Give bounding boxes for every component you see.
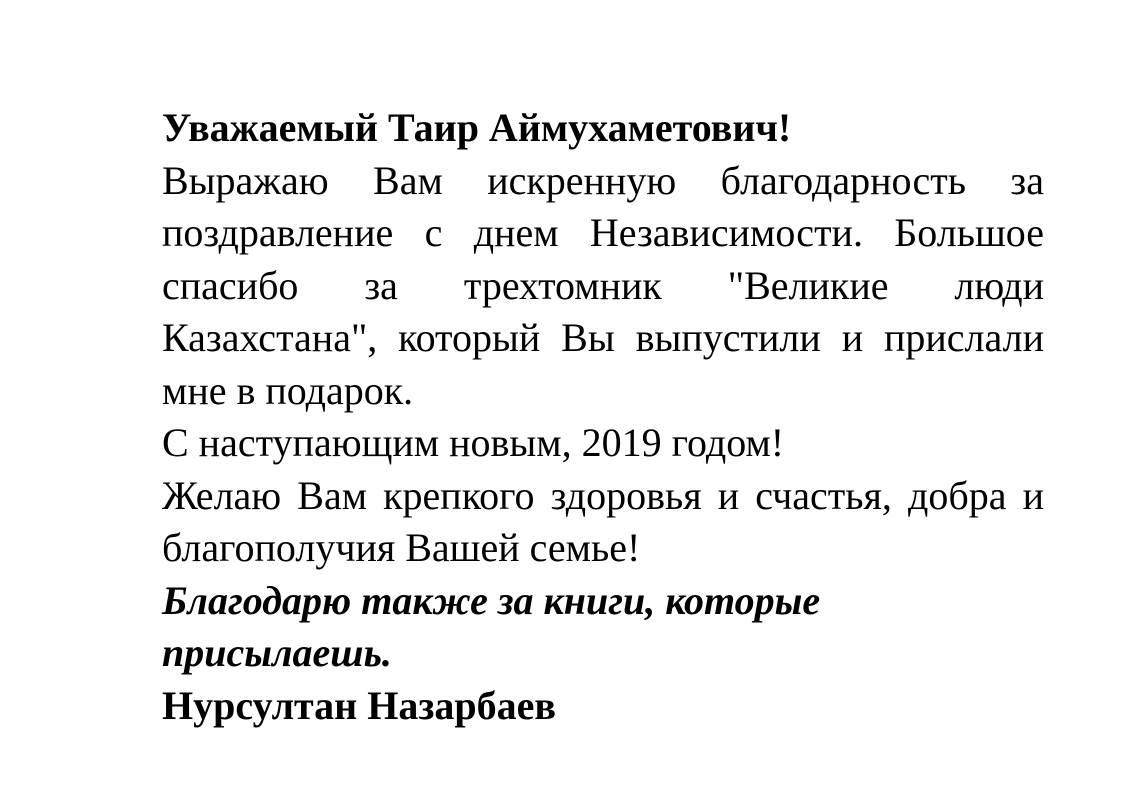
signature: Нурсултан Назарбаев xyxy=(162,682,557,728)
handwritten-note: Благодарю также за книги, которые присылаешь. xyxy=(162,577,821,675)
paragraph-wishes: Желаю Вам крепкого здоровья и счастья, добра и благополучия Вашей семье! xyxy=(162,472,1044,570)
letter-body xyxy=(162,102,1044,732)
greeting: Уважаемый Таир Аймухаметович! xyxy=(162,105,792,150)
paragraph-thanks: Выражаю Вам искренную благодарность за поздравление с днем Независимости. Большое спасибо за трехтомник "Великие люди Казахстана", который Вы выпустили и прислали мне в подарок. xyxy=(162,157,1044,413)
paragraph-new-year: С наступающим новым, 2019 годом! xyxy=(162,420,785,465)
